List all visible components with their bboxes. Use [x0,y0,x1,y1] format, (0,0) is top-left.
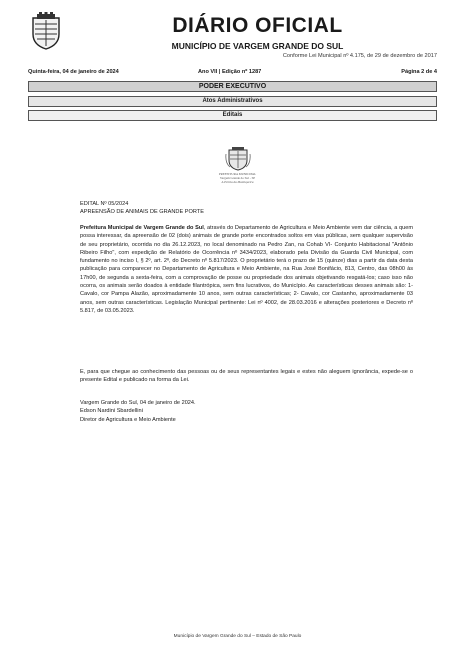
gazette-title: DIÁRIO OFICIAL [172,14,343,37]
coat-of-arms-icon [225,145,251,171]
edital-number: EDITAL Nº 05/2024 [80,201,129,207]
section-acts-bar: Atos Administrativos [28,96,437,107]
body-paragraph: , através do Departamento de Agricultura e Meio Ambiente vem dar ciência, a quem possa interessar, da apreensão de 02 (dois) animais de grande porte encontrados soltos em vias públicas, sem qualquer supervisão de seu proprietário, ocorrida no dia 26.12.2023, no local denominado na Pedro Zan, na Cohab VI- Conjunto Habitacional "Antônio Ribeiro Filho", com expedição de Relatório de Ocorrência nº 3434/2023, elaborado pela Divisão da Guarda Civil Municipal, com fundamento no inciso I, § 2º, art. 2º, do Decreto nº 5.817/2023. O proprietário terá o prazo de 15 (quinze) dias a partir da data desta publicação para comparecer no Departamento de Agricultura e Meio Ambiente, na Rua José Bonifácio, 813, Centro, das 08h00 às 17h00, de segunda a sexta-feira, com a comprovação de posse ou propriedade dos animais objetivando resgatá-los; caso isso não ocorra, os animais serão doados à entidade filantrópica, sem fins lucrativos, do Município. As características desses animais são: 1- Cavalo, cor Pampa Alazão, aproximadamente 10 anos, sem outras características; 2- Cavalo, cor Castanho, aproximadamente 03 anos, sem outras características. Legislação Municipal pertinente: Lei nº 4002, de 28.03.2016 e alterações posteriores e Decreto nº 5.817, de 03.05.2023. [80,225,414,314]
edital-header [80,200,204,216]
signer-role: Diretor de Agricultura e Meio Ambiente [80,416,176,423]
publication-date: Quinta-feira, 04 de janeiro de 2024 [28,69,119,75]
edition-number: Ano VII | Edição nº 1287 [198,69,262,75]
emblem-line-2: Vargem Grande do Sul - SP [219,176,256,180]
signer-name: Edson Nardini Sbardellini [80,408,143,415]
law-reference: Conforme Lei Municipal nº 4.175, de 29 de dezembro de 2017 [282,53,437,59]
emblem-line-3: A Pérola da Mantiqueira [221,180,254,184]
section-category-bar: Editais [28,110,437,121]
municipality-name: MUNICÍPIO DE VARGEM GRANDE DO SUL [171,41,344,51]
page-footer: Município de Vargem Grande do Sul – Estado de São Paulo [173,634,302,639]
signature-block [80,399,196,424]
place-date: Vargem Grande do Sul, 04 de janeiro de 2024. [80,400,196,406]
section-power-bar: PODER EXECUTIVO [28,81,437,92]
body-bold-lead: Prefeitura Municipal de Vargem Grande do Sul [80,225,204,231]
edital-body [80,224,413,315]
emblem-caption [0,172,475,184]
page-indicator: Página 2 de 4 [401,69,437,75]
edital-heading: APREENSÃO DE ANIMAIS DE GRANDE PORTE [80,209,204,215]
edital-closing: E, para que chegue ao conhecimento das pessoas ou de seus representantes legais e estes não aleguem ignorância, expede-se o presente Edital e publicado na forma da Lei. [80,369,413,384]
edition-info-row [28,69,437,79]
emblem-line-1: PREFEITURA MUNICIPAL [218,172,257,176]
